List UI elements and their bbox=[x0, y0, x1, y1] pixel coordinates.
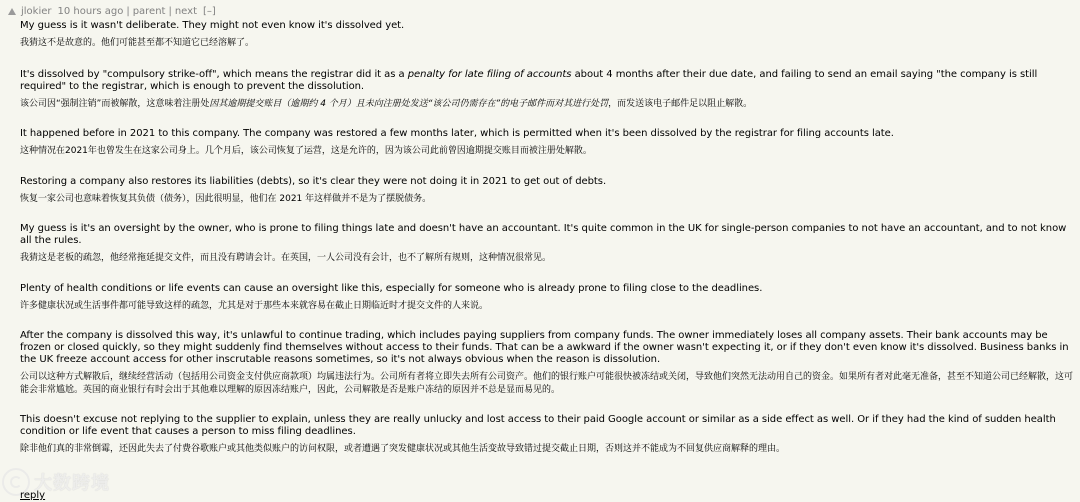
comment-age[interactable]: 10 hours ago bbox=[57, 5, 124, 17]
paragraph-block bbox=[20, 283, 1075, 313]
collapse-toggle[interactable]: [–] bbox=[203, 5, 216, 17]
comment-header bbox=[8, 4, 216, 18]
parent-link[interactable]: parent bbox=[132, 5, 166, 17]
emphasized-text: 因其逾期提交账目（逾期约 4 个月）且未向注册处发送“该公司仍需存在”的电子邮件而对其进行处罚 bbox=[209, 99, 609, 109]
paragraph-block bbox=[20, 330, 1075, 397]
chinese-paragraph bbox=[20, 98, 1075, 111]
next-link[interactable]: next bbox=[174, 5, 197, 17]
chinese-paragraph: 许多健康状况或生活事件都可能导致这样的疏忽，尤其是对于那些本来就容易在截止日期临近时才提交文件的人来说。 bbox=[20, 301, 489, 311]
paragraph-block bbox=[20, 176, 1075, 206]
comment-author[interactable]: jlokier bbox=[21, 5, 52, 17]
watermark-logo bbox=[2, 468, 110, 496]
header-separator: | bbox=[168, 5, 172, 17]
paragraph-block bbox=[20, 128, 1075, 158]
header-separator: | bbox=[126, 5, 130, 17]
watermark-text: 大数跨境 bbox=[34, 473, 110, 494]
text-segment: It's dissolved by "compulsory strike-off", which means the registrar did it as a bbox=[20, 69, 408, 80]
english-paragraph: It happened before in 2021 to this company. The company was restored a few months later, which is permitted when it's been dissolved by the registrar for filing accounts late. bbox=[20, 128, 894, 139]
comment-body bbox=[20, 20, 1075, 456]
paragraph-block bbox=[20, 414, 1075, 456]
english-paragraph: Restoring a company also restores its liabilities (debts), so it's clear they were not doing it in 2021 to get out of debts. bbox=[20, 176, 607, 187]
chinese-paragraph: 除非他们真的非常倒霉，还因此失去了付费谷歌账户或其他类似账户的访问权限，或者遭遇了突发健康状况或其他生活变故导致错过提交截止日期，否则这并不能成为不回复供应商解释的理由。 bbox=[20, 444, 786, 454]
english-paragraph: My guess is it wasn't deliberate. They might not even know it's dissolved yet. bbox=[20, 20, 405, 31]
text-segment: 该公司因“强制注销”而被解散，这意味着注册处 bbox=[20, 99, 210, 109]
chinese-paragraph: 这种情况在2021年也曾发生在这家公司身上。几个月后，该公司恢复了运营，这是允许的，因为该公司此前曾因逾期提交账目而被注册处解散。 bbox=[20, 146, 592, 156]
chinese-paragraph: 公司以这种方式解散后，继续经营活动（包括用公司资金支付供应商款项）均属违法行为。公司所有者将立即失去所有公司资产。他们的银行账户可能很快被冻结或关闭，导致他们突然无法动用自己的资金。如果所有者对此毫无准备，甚至不知道公司已经解散，这可能会非常尴尬。英国的商业银行有时会出于其他难以理解的原因冻结账户，因此，公司解散是否是账户冻结的原因并不总是显而易见的。 bbox=[20, 372, 1074, 395]
paragraph-block bbox=[20, 20, 1075, 50]
emphasized-text: penalty for late filing of accounts bbox=[407, 69, 572, 80]
paragraph-block bbox=[20, 223, 1075, 265]
english-paragraph bbox=[20, 69, 1075, 93]
chinese-paragraph: 我猜这是老板的疏忽，他经常拖延提交文件，而且没有聘请会计。在英国，一人公司没有会计，也不了解所有规则，这种情况很常见。 bbox=[20, 253, 552, 263]
chinese-paragraph: 我猜这不是故意的。他们可能甚至都不知道它已经溶解了。 bbox=[20, 38, 255, 48]
english-paragraph: My guess is it's an oversight by the owner, who is prone to filing things late and doesn't have an accountant. It's quite common in the UK for single-person companies to not have an accountant, and to not know all the rules. bbox=[20, 223, 1067, 246]
reply-link[interactable]: reply bbox=[20, 490, 46, 501]
paragraph-block bbox=[20, 69, 1075, 111]
english-paragraph: After the company is dissolved this way, it's unlawful to continue trading, which includes paying suppliers from company funds. The owner immediately loses all company assets. Their bank accounts may be frozen or closed quickly, so they might suddenly find themselves without access to their funds. That can be a awkward if the owner wasn't expecting it, or if they don't even know it's dissolved. Business banks in the UK freeze account access for other inscrutable reasons sometimes, so it's not always obvious when the reason is dissolution. bbox=[20, 330, 1069, 365]
upvote-icon[interactable] bbox=[8, 8, 16, 15]
english-paragraph: Plenty of health conditions or life events can cause an oversight like this, especially for someone who is already prone to filing close to the deadlines. bbox=[20, 283, 763, 294]
chinese-paragraph: 恢复一家公司也意味着恢复其负债（债务），因此很明显，他们在 2021 年这样做并不是为了摆脱债务。 bbox=[20, 194, 432, 204]
english-paragraph: This doesn't excuse not replying to the supplier to explain, unless they are really unlucky and lost access to their paid Google account or similar as a side effect as well. Or if they had the kind of sudden health condition or life event that causes a person to miss filing deadlines. bbox=[20, 414, 1056, 437]
text-segment: ，而发送该电子邮件足以阻止解散。 bbox=[608, 99, 753, 109]
text-segment: about 4 months after their due date, and failing to send an email saying "the company is still required" to the registrar, which is enough to prevent the dissolution. bbox=[20, 69, 1038, 92]
